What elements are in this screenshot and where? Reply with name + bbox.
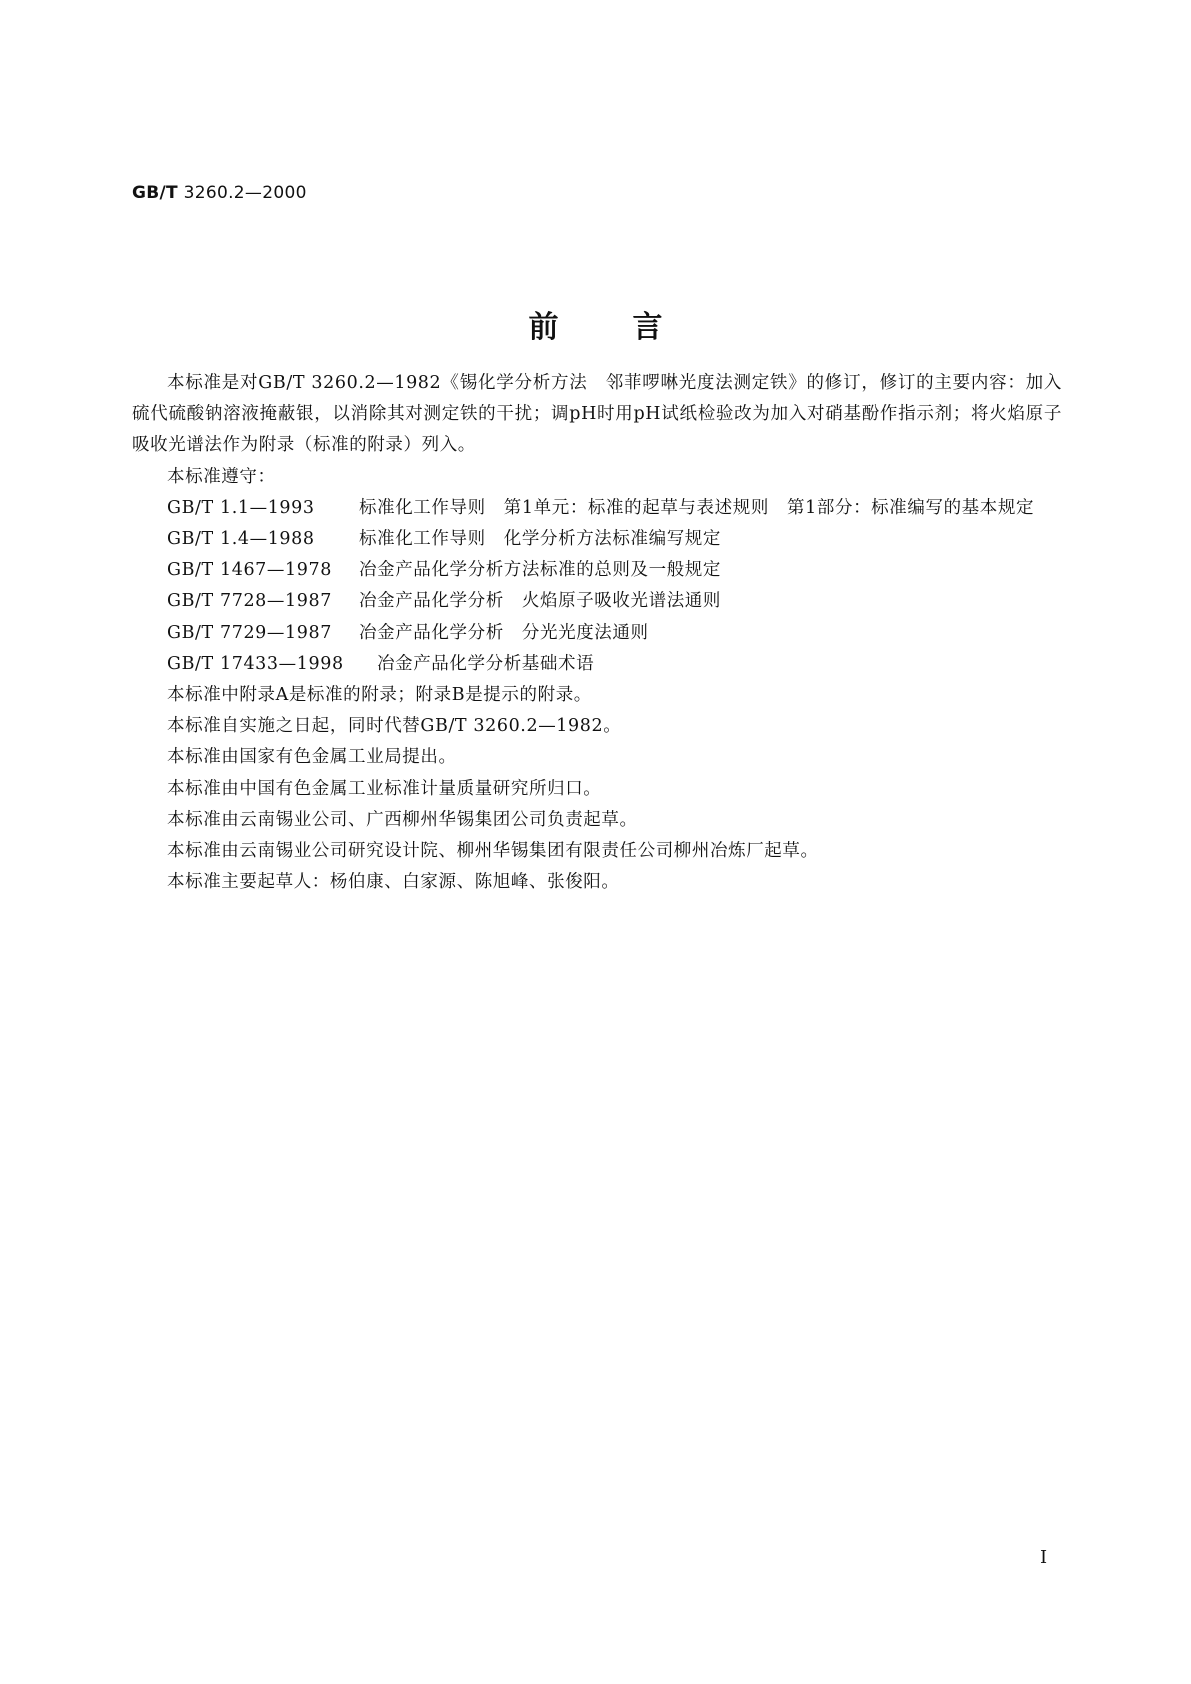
statement-line: 本标准自实施之日起，同时代替GB/T 3260.2—1982。 <box>167 716 622 737</box>
reference-code: GB/T 1.1—1993 <box>167 497 315 518</box>
reference-title: 标准化工作导则 第1单元：标准的起草与表述规则 第1部分：标准编写的基本规定 <box>359 497 1035 518</box>
standard-code <box>132 183 307 203</box>
page-title: 前言 <box>528 310 737 345</box>
reference-code: GB/T 1467—1978 <box>167 560 332 581</box>
reference-item <box>132 618 1062 649</box>
reference-code: GB/T 1.4—1988 <box>167 529 315 550</box>
reference-item <box>132 524 1062 555</box>
reference-item <box>132 555 1062 586</box>
standard-prefix: GB/T <box>132 183 178 203</box>
reference-title: 标准化工作导则 化学分析方法标准编写规定 <box>359 529 721 550</box>
statement-line: 本标准由云南锡业公司、广西柳州华锡集团公司负责起草。 <box>167 809 638 830</box>
compliance-heading: 本标准遵守： <box>167 466 276 487</box>
intro-paragraph: 本标准是对GB/T 3260.2—1982《锡化学分析方法 邻菲啰啉光度法测定铁》的修订，修订的主要内容：加入硫代硫酸钠溶液掩蔽银，以消除其对测定铁的干扰；调pH时用pH试纸检验改为加入对硝基酚作指示剂；将火焰原子吸收光谱法作为附录（标准的附录）列入。 <box>132 373 1062 456</box>
reference-title: 冶金产品化学分析 分光光度法通则 <box>359 622 649 643</box>
reference-title: 冶金产品化学分析基础术语 <box>377 653 595 674</box>
statement-line: 本标准由国家有色金属工业局提出。 <box>167 747 457 768</box>
statement-line: 本标准由云南锡业公司研究设计院、柳州华锡集团有限责任公司柳州冶炼厂起草。 <box>167 841 819 862</box>
reference-item <box>132 649 1062 680</box>
reference-code: GB/T 7728—1987 <box>167 591 332 612</box>
reference-code: GB/T 17433—1998 <box>167 653 344 674</box>
statement-line: 本标准中附录A是标准的附录；附录B是提示的附录。 <box>167 685 592 706</box>
foreword-body <box>132 368 1062 898</box>
standard-number: 3260.2—2000 <box>183 183 307 203</box>
reference-title: 冶金产品化学分析方法标准的总则及一般规定 <box>359 560 721 581</box>
reference-item <box>132 493 1062 524</box>
statement-line: 本标准主要起草人：杨伯康、白家源、陈旭峰、张俊阳。 <box>167 872 620 893</box>
statement-line: 本标准由中国有色金属工业标准计量质量研究所归口。 <box>167 778 602 799</box>
page-number: I <box>1040 1547 1048 1568</box>
reference-title: 冶金产品化学分析 火焰原子吸收光谱法通则 <box>359 591 721 612</box>
reference-code: GB/T 7729—1987 <box>167 622 332 643</box>
reference-item <box>132 586 1062 617</box>
